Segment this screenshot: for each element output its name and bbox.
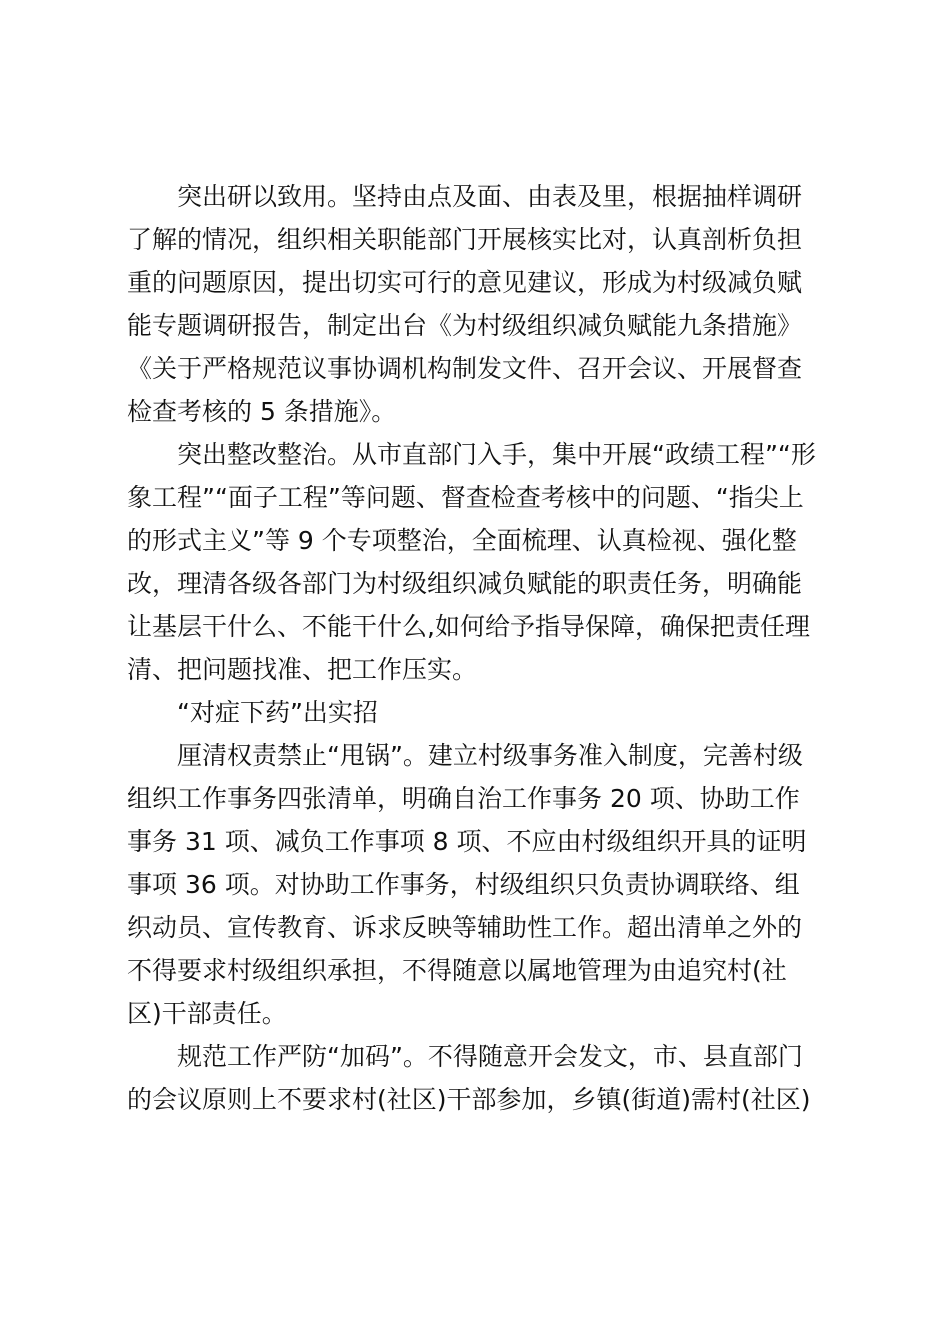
text-line: 让基层干什么、不能干什么,如何给予指导保障，确保把责任理 <box>127 612 810 641</box>
text-line: 重的问题原因，提出切实可行的意见建议，形成为村级减负赋 <box>127 268 803 297</box>
text-line: 的会议原则上不要求村(社区)干部参加，乡镇(街道)需村(社区) <box>127 1085 811 1114</box>
text-line: 事项 36 项。对协助工作事务，村级组织只负责协调联络、组 <box>127 870 800 899</box>
text-line: 组织工作事务四张清单，明确自治工作事务 20 项、协助工作 <box>127 784 800 813</box>
text-line: 的形式主义”等 9 个专项整治，全面梳理、认真检视、强化整 <box>127 526 797 555</box>
text-line: 《关于严格规范议事协调机构制发文件、召开会议、开展督查 <box>127 354 803 383</box>
text-line: 事务 31 项、减负工作事项 8 项、不应由村级组织开具的证明 <box>127 827 807 856</box>
text-line: 清、把问题找准、把工作压实。 <box>127 655 478 684</box>
text-line: 象工程”“面子工程”等问题、督查检查考核中的问题、“指尖上 <box>127 483 804 512</box>
text-line: 区)干部责任。 <box>127 999 287 1028</box>
text-line: 能专题调研报告，制定出台《为村级组织减负赋能九条措施》 <box>127 311 803 340</box>
text-line: 织动员、宣传教育、诉求反映等辅助性工作。超出清单之外的 <box>127 913 803 942</box>
text-line: 规范工作严防“加码”。不得随意开会发文，市、县直部门 <box>177 1042 803 1071</box>
text-line: “对症下药”出实招 <box>177 698 378 727</box>
text-line: 检查考核的 5 条措施》。 <box>127 397 397 426</box>
text-line: 了解的情况，组织相关职能部门开展核实比对，认真剖析负担 <box>127 225 803 254</box>
document-body <box>127 175 827 1121</box>
text-line: 突出研以致用。坚持由点及面、由表及里，根据抽样调研 <box>177 182 803 211</box>
text-line: 改，理清各级各部门为村级组织减负赋能的职责任务，明确能 <box>127 569 803 598</box>
text-line: 不得要求村级组织承担，不得随意以属地管理为由追究村(社 <box>127 956 787 985</box>
text-line: 突出整改整治。从市直部门入手，集中开展“政绩工程”“形 <box>177 440 816 469</box>
text-line: 厘清权责禁止“甩锅”。建立村级事务准入制度，完善村级 <box>177 741 803 770</box>
